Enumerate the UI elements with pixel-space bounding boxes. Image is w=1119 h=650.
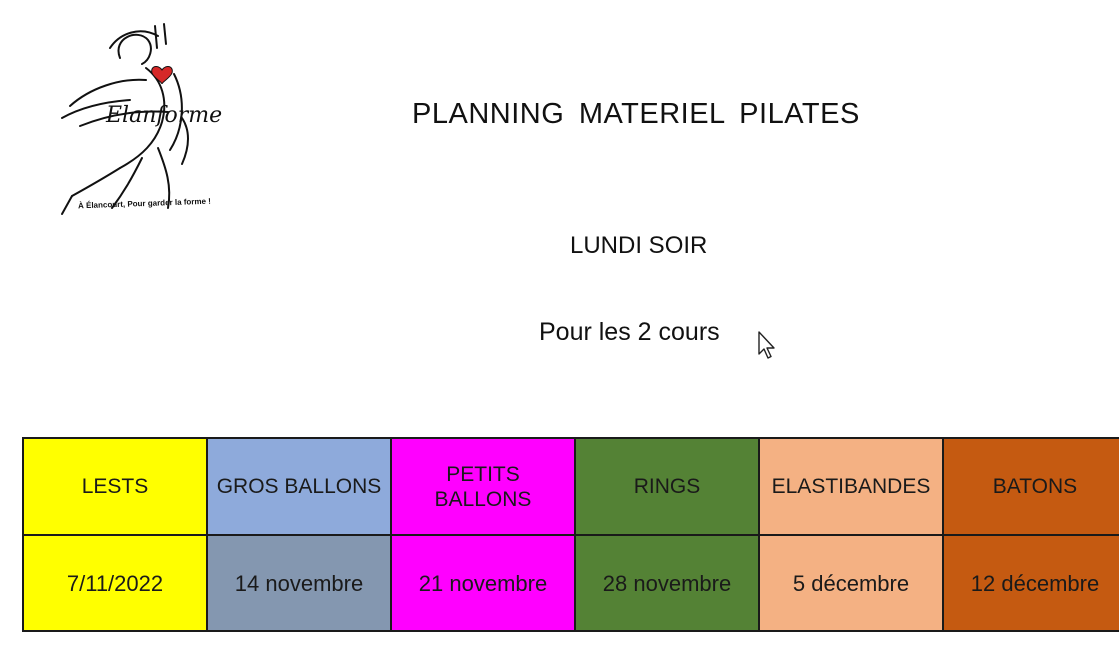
date-cell: 12 décembre: [943, 535, 1119, 631]
date-cell: 5 décembre: [759, 535, 943, 631]
date-cell: 7/11/2022: [23, 535, 207, 631]
logo-brand-text: Elanforme: [106, 103, 223, 128]
mouse-pointer-icon: [757, 330, 777, 360]
page-subtitle: LUNDI SOIR: [570, 232, 708, 259]
equipment-cell: RINGS: [575, 438, 759, 535]
elanforme-logo: [50, 18, 240, 223]
date-cell: 14 novembre: [207, 535, 391, 631]
equipment-cell: LESTS: [23, 438, 207, 535]
date-row: [23, 535, 1119, 631]
heart-icon: [152, 66, 173, 84]
equipment-cell: ELASTIBANDES: [759, 438, 943, 535]
date-cell: 28 novembre: [575, 535, 759, 631]
page-title: PLANNING MATERIEL PILATES: [412, 98, 860, 130]
equipment-cell: BATONS: [943, 438, 1119, 535]
equipment-planning-table: [22, 437, 1119, 632]
page-note: Pour les 2 cours: [539, 318, 720, 346]
equipment-cell: GROS BALLONS: [207, 438, 391, 535]
dancer-heart-logo-icon: [50, 18, 240, 223]
date-cell: 21 novembre: [391, 535, 575, 631]
logo-tagline: À Élancourt, Pour garder la forme !: [77, 196, 212, 211]
equipment-row: [23, 438, 1119, 535]
equipment-cell: PETITS BALLONS: [391, 438, 575, 535]
